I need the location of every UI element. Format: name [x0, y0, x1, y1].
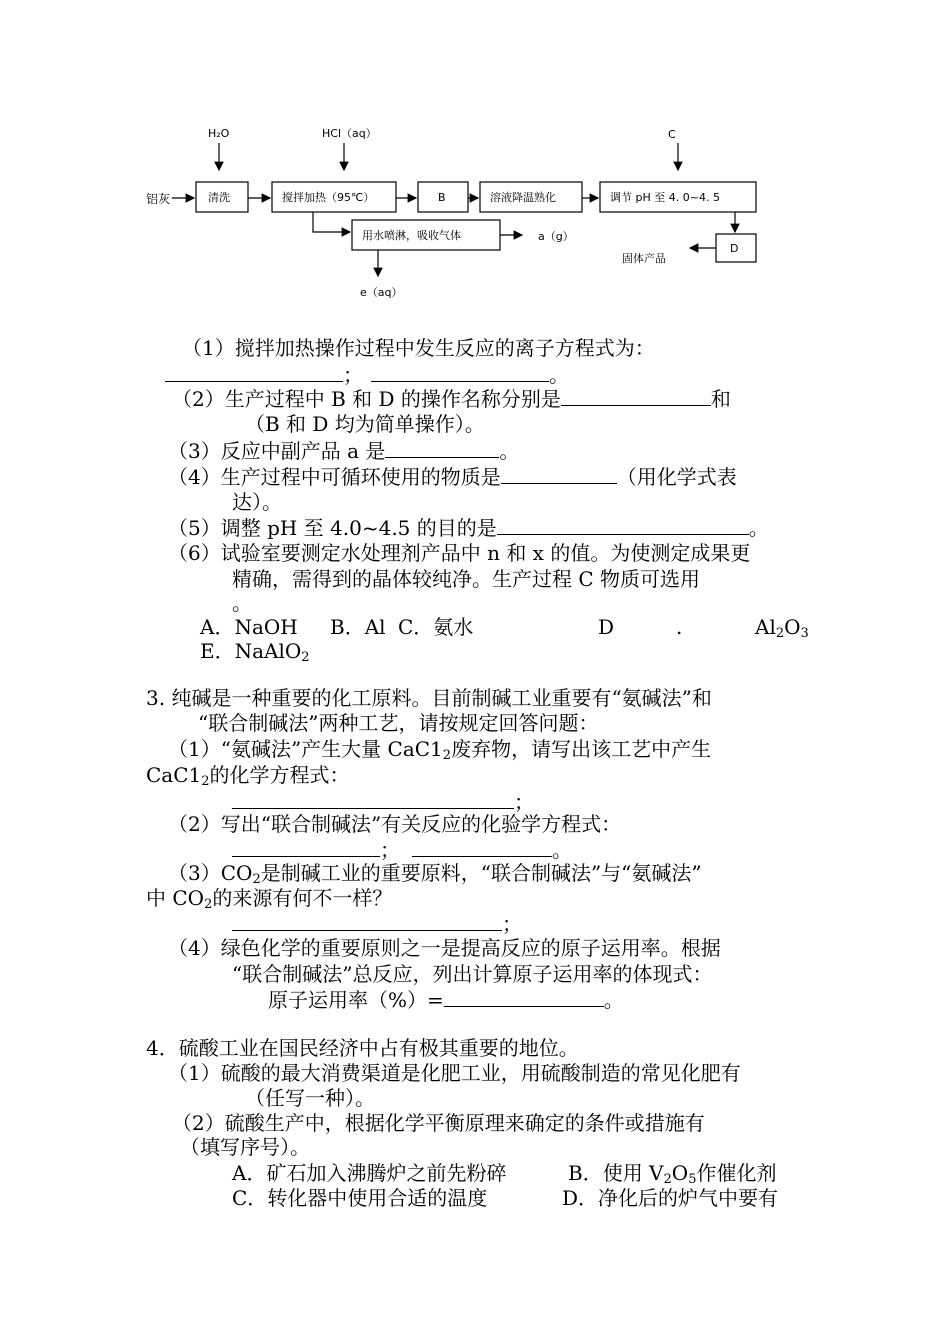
q2-part4-cont: 达）。	[232, 490, 282, 514]
q2-part1-sep: ；	[343, 363, 363, 387]
box-ph-label: 调节 pH 至 4. 0~4. 5	[610, 191, 720, 204]
q3-part1-semicolon: ；	[514, 790, 534, 814]
q3-part4-end: 。	[603, 988, 624, 1012]
q3-part3-semicolon: ；	[502, 912, 522, 936]
q3-part1-text: （1）“氨碱法”产生大量 CaC1	[168, 737, 443, 761]
box-b-label: B	[438, 191, 446, 204]
q3-part4-blank[interactable]	[444, 986, 604, 1007]
q2-part1-end: 。	[549, 363, 569, 387]
al-symbol: Al	[755, 615, 776, 639]
o-subscript-b: 5	[688, 1172, 697, 1187]
q2-part5-text: （5）调整 pH 至 4.0~4.5 的目的是	[168, 516, 497, 540]
q3-part2-blank-2[interactable]	[412, 836, 552, 857]
q3-part3-answer	[232, 910, 522, 937]
box-spray-label: 用水喷淋，吸收气体	[362, 229, 461, 242]
q2-part6-end: 。	[232, 591, 252, 615]
out-a-label: a（g）	[538, 230, 574, 243]
q2-option-e[interactable]	[200, 638, 310, 664]
o-symbol: O	[784, 615, 801, 639]
q3-part2-blank-1[interactable]	[232, 836, 380, 857]
q4-option-d[interactable]: D．净化后的炉气中要有	[562, 1186, 779, 1210]
q2-part3	[168, 437, 519, 464]
q3-part1-line1	[168, 736, 711, 762]
q3-intro-line1: 3. 纯碱是一种重要的化工原料。目前制碱工业重要有“氨碱法”和	[146, 686, 712, 710]
q4-intro: 4．硫酸工业在国民经济中占有极其重要的地位。	[146, 1036, 579, 1060]
q3-part4-formula-text: 原子运用率（%）=	[268, 988, 444, 1012]
q2-part3-text: （3）反应中副产品 a 是	[168, 439, 386, 463]
q3-part1-line2	[146, 762, 350, 788]
input-hcl-label: HCl（aq）	[322, 127, 377, 140]
q3-part2-sep: ；	[380, 838, 400, 862]
q2-part2-text: （2）生产过程中 B 和 D 的操作名称分别是	[172, 387, 561, 411]
q4-option-c[interactable]: C．转化器中使用合适的温度	[232, 1186, 488, 1210]
q3-part4-cont: “联合制碱法”总反应，列出计算原子运用率的体现式：	[232, 962, 713, 986]
q2-part6-cont: 精确，需得到的晶体较纯净。生产过程 C 物质可选用	[232, 567, 701, 591]
q3-part4-formula	[268, 986, 624, 1013]
q2-option-a[interactable]: A．NaOH	[200, 615, 298, 639]
q4-part1-cont: （任写一种）。	[245, 1086, 375, 1110]
q2-part2-and: 和	[710, 387, 731, 411]
q2-part6: （6）试验室要测定水处理剂产品中 n 和 x 的值。为使测定成果更	[168, 541, 751, 565]
q2-part4-after: （用化学式表	[616, 465, 737, 489]
q3-part1-cacl2-subscript: 2	[201, 774, 210, 789]
box-d-label: D	[730, 242, 739, 255]
q4-part2-cont: （填写序号）。	[180, 1135, 310, 1159]
q2-option-e-text: E．NaAlO	[200, 639, 302, 663]
process-flowchart	[0, 0, 950, 320]
al-subscript: 2	[775, 626, 785, 641]
q3-part3-co2: 中 CO	[146, 886, 205, 910]
q2-part4	[168, 463, 737, 490]
q2-part5	[168, 514, 769, 541]
gas-branch-line	[313, 212, 350, 232]
q2-part2	[172, 385, 731, 412]
q3-part1-end-text: 废弃物，请写出该工艺中产生	[451, 737, 712, 761]
q2-part1-blank-2[interactable]	[371, 361, 549, 382]
box-stir-label: 搅拌加热（95℃）	[282, 191, 375, 204]
q2-option-d-formula[interactable]	[755, 614, 809, 640]
input-c-label: C	[668, 128, 676, 141]
o-symbol-b: O	[671, 1161, 689, 1185]
q4-option-b-text: B．使用 V	[568, 1161, 664, 1185]
v-subscript: 2	[663, 1172, 672, 1187]
q2-part4-text: （4）生产过程中可循环使用的物质是	[168, 465, 501, 489]
q3-part1-cacl2: CaC1	[146, 763, 202, 787]
q2-part1: （1）搅拌加热操作过程中发生反应的离子方程式为：	[182, 336, 655, 360]
out-solid-label: 固体产品	[622, 252, 666, 265]
q2-part3-end: 。	[499, 439, 520, 463]
q2-part1-answer-row	[165, 361, 569, 388]
out-e-label: e（aq）	[360, 286, 403, 299]
q3-part1-subscript: 2	[442, 748, 452, 763]
q3-part3-line1	[168, 860, 702, 886]
box-cool-label: 溶液降温熟化	[490, 191, 556, 204]
q3-part2-end: 。	[552, 838, 572, 862]
q3-part2: （2）写出“联合制碱法”有关反应的化验学方程式：	[168, 812, 622, 836]
q2-option-e-subscript: 2	[301, 650, 310, 665]
q2-option-b[interactable]: B．Al	[330, 615, 386, 639]
q4-option-b[interactable]	[568, 1160, 776, 1186]
q2-part4-blank[interactable]	[501, 463, 617, 484]
q2-option-d-letter[interactable]: D	[598, 615, 615, 639]
q2-part2-blank[interactable]	[561, 385, 711, 406]
q3-part3-text: （3）CO	[168, 861, 253, 885]
box-wash-label: 清洗	[208, 191, 230, 204]
q2-option-c[interactable]: C．氨水	[398, 615, 474, 639]
q4-part1: （1）硫酸的最大消费渠道是化肥工业，用硫酸制造的常见化肥有	[168, 1061, 741, 1085]
q3-part3-end-text: 是制碱工业的重要原料，“联合制碱法”与“氨碱法”	[260, 861, 702, 885]
input-h2o-label: H₂O	[208, 127, 230, 140]
q2-part5-blank[interactable]	[497, 514, 749, 535]
q2-option-d-dot: .	[676, 615, 683, 639]
q2-part3-blank[interactable]	[385, 437, 499, 458]
q3-part3-blank[interactable]	[232, 910, 502, 931]
q4-option-b-end: 作催化剂	[696, 1161, 777, 1185]
q3-part3-line2-end: 的来源有何不一样？	[212, 886, 393, 910]
q3-part3-subscript: 2	[252, 872, 261, 887]
o-subscript: 3	[800, 626, 809, 641]
q2-part5-end: 。	[748, 516, 769, 540]
q3-intro-line2: “联合制碱法”两种工艺，请按规定回答问题：	[198, 711, 599, 735]
q3-part1-line2-end: 的化学方程式：	[209, 763, 350, 787]
q4-option-a[interactable]: A．矿石加入沸腾炉之前先粉碎	[232, 1161, 507, 1185]
q2-part2-cont: （B 和 D 均为简单操作）。	[245, 412, 485, 436]
q4-part2: （2）硫酸生产中，根据化学平衡原理来确定的条件或措施有	[172, 1111, 705, 1135]
q3-part3-co2-subscript: 2	[204, 897, 213, 912]
q3-part2-answer	[232, 836, 572, 863]
q2-part1-blank-1[interactable]	[165, 361, 343, 382]
start-label: 铝灰	[146, 192, 171, 206]
q3-part3-line2	[146, 885, 392, 911]
q3-part4: （4）绿色化学的重要原则之一是提高反应的原子运用率。根据	[168, 936, 721, 960]
q3-part1-blank[interactable]	[232, 788, 514, 809]
